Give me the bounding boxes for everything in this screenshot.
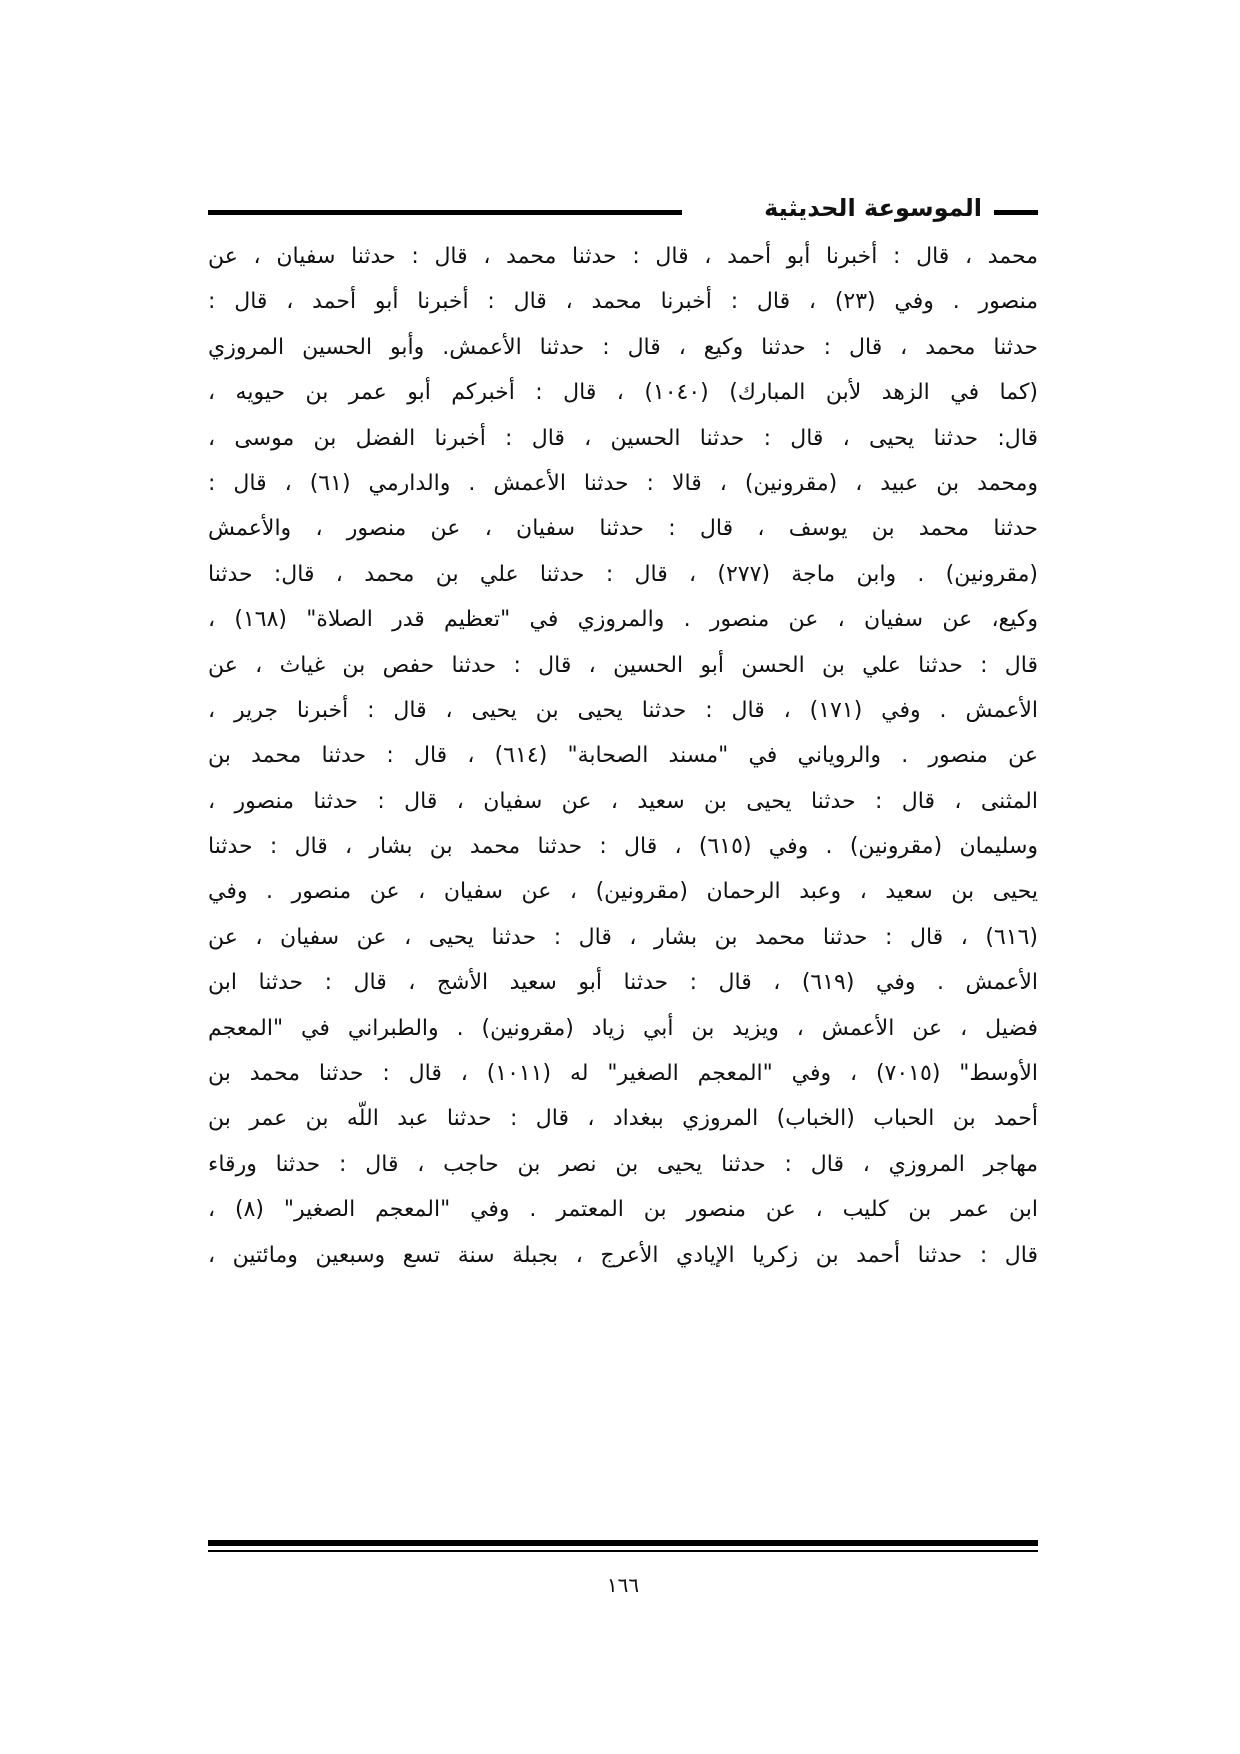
text-line: (مقرونين) . وابن ماجة (٢٧٧) ، قال : حدثنا علي بن محمد ، قال: حدثنا [208, 561, 1038, 587]
text-line: يحيى بن سعيد ، وعبد الرحمان (مقرونين) ، عن سفيان ، عن منصور . وفي [208, 879, 1038, 905]
text-line: ومحمد بن عبيد ، (مقرونين) ، قالا : حدثنا الأعمش . والدارمي (٦١) ، قال : [208, 470, 1038, 496]
header-title: الموسوعة الحديثية [764, 194, 982, 222]
text-line: قال : حدثنا علي بن الحسن أبو الحسين ، قال : حدثنا حفص بن غياث ، عن [208, 652, 1038, 678]
text-line: ابن عمر بن كليب ، عن منصور بن المعتمر . وفي "المعجم الصغير" (٨) ، [208, 1197, 1038, 1223]
footer-rule-thin [208, 1550, 1038, 1552]
header-rule-right [994, 210, 1038, 215]
body-text [208, 234, 1038, 1278]
text-line: عن منصور . والروياني في "مسند الصحابة" (٦١٤) ، قال : حدثنا محمد بن [208, 743, 1038, 769]
text-line: محمد ، قال : أخبرنا أبو أحمد ، قال : حدثنا محمد ، قال : حدثنا سفيان ، عن [208, 244, 1038, 269]
text-line: وكيع، عن سفيان ، عن منصور . والمروزي في "تعظيم قدر الصلاة" (١٦٨) ، [208, 607, 1038, 633]
text-line: وسليمان (مقرونين) . وفي (٦١٥) ، قال : حدثنا محمد بن بشار ، قال : حدثنا [208, 834, 1038, 860]
footer-rule-thick [208, 1540, 1038, 1546]
text-line: الأوسط" (٧٠١٥) ، وفي "المعجم الصغير" له (١٠١١) ، قال : حدثنا محمد بن [208, 1061, 1038, 1087]
text-line: منصور . وفي (٢٣) ، قال : أخبرنا محمد ، قال : أخبرنا أبو أحمد ، قال : [208, 289, 1038, 315]
page-number: ١٦٦ [606, 1573, 640, 1597]
text-line: (كما في الزهد لأبن المبارك) (١٠٤٠) ، قال : أخبركم أبو عمر بن حيويه ، [208, 380, 1038, 406]
text-line: حدثنا محمد بن يوسف ، قال : حدثنا سفيان ، عن منصور ، والأعمش [208, 516, 1038, 542]
text-line: قال : حدثنا أحمد بن زكريا الإيادي الأعرج ، بجبلة سنة تسع وسبعين ومائتين ، [208, 1242, 1038, 1268]
text-line: (٦١٦) ، قال : حدثنا محمد بن بشار ، قال : حدثنا يحيى ، عن سفيان ، عن [208, 924, 1038, 950]
running-header [208, 188, 1038, 228]
text-line: قال: حدثنا يحيى ، قال : حدثنا الحسين ، قال : أخبرنا الفضل بن موسى ، [208, 425, 1038, 451]
header-rule-left [208, 210, 682, 215]
text-line: الأعمش . وفي (٦١٩) ، قال : حدثنا أبو سعيد الأشج ، قال : حدثنا ابن [208, 970, 1038, 996]
text-line: مهاجر المروزي ، قال : حدثنا يحيى بن نصر بن حاجب ، قال : حدثنا ورقاء [208, 1151, 1038, 1177]
text-line: أحمد بن الحباب (الخباب) المروزي ببغداد ، قال : حدثنا عبد اللّه بن عمر بن [208, 1106, 1038, 1132]
text-line: المثنى ، قال : حدثنا يحيى بن سعيد ، عن سفيان ، قال : حدثنا منصور ، [208, 788, 1038, 814]
text-line: الأعمش . وفي (١٧١) ، قال : حدثنا يحيى بن يحيى ، قال : أخبرنا جرير ، [208, 697, 1038, 723]
book-page [208, 188, 1038, 1638]
text-line: فضيل ، عن الأعمش ، ويزيد بن أبي زياد (مقرونين) . والطبراني في "المعجم [208, 1015, 1038, 1041]
text-line: حدثنا محمد ، قال : حدثنا وكيع ، قال : حدثنا الأعمش. وأبو الحسين المروزي [208, 334, 1038, 360]
